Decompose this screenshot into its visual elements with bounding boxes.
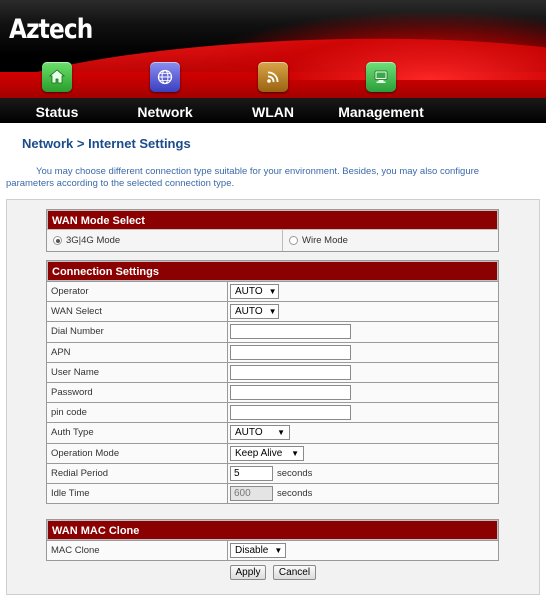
apn-label: APN <box>47 343 228 362</box>
row-wan-select <box>47 301 498 321</box>
pin-code-label: pin code <box>47 403 228 422</box>
page-description: You may choose different connection type suitable for your environment. Besides, you may also configure parameters according to the selected connection type. <box>6 166 480 189</box>
apply-button[interactable]: Apply <box>230 565 266 580</box>
operator-select[interactable] <box>230 284 279 299</box>
chevron-down-icon: ▼ <box>268 307 277 317</box>
auth-type-value: AUTO <box>235 427 263 439</box>
user-name-input[interactable] <box>230 365 351 380</box>
nav-wlan[interactable] <box>218 62 328 120</box>
aztech-logo: Aztech <box>9 14 93 45</box>
nav-label-status: Status <box>35 104 79 120</box>
chevron-down-icon: ▼ <box>268 287 277 297</box>
wan-select-select[interactable] <box>230 304 279 319</box>
password-label: Password <box>47 383 228 402</box>
nav-label-management: Management <box>338 104 424 120</box>
nav-status[interactable] <box>2 62 112 120</box>
mac-clone-section <box>46 519 499 561</box>
row-password <box>47 382 498 402</box>
redial-period-unit: seconds <box>277 467 313 479</box>
row-user-name <box>47 362 498 382</box>
nav-network[interactable] <box>110 62 220 120</box>
auth-type-select[interactable] <box>230 425 290 440</box>
redial-period-input[interactable]: 5 <box>230 466 273 481</box>
radio-wire[interactable] <box>289 236 298 245</box>
row-idle-time <box>47 483 498 503</box>
row-auth-type <box>47 422 498 442</box>
row-redial-period <box>47 463 498 483</box>
idle-time-input: 600 <box>230 486 273 501</box>
mode-option-wire[interactable] <box>283 230 498 251</box>
row-apn <box>47 342 498 362</box>
row-pin-code <box>47 402 498 422</box>
wifi-icon <box>258 62 288 92</box>
mac-clone-value: Disable <box>235 545 269 557</box>
home-icon <box>42 62 72 92</box>
connection-section <box>46 260 499 504</box>
operation-mode-value: Keep Alive <box>235 447 283 459</box>
row-operation-mode <box>47 443 498 463</box>
dial-number-input[interactable] <box>230 324 351 339</box>
chevron-down-icon: ▼ <box>274 546 283 556</box>
operation-mode-label: Operation Mode <box>47 444 228 463</box>
chevron-down-icon: ▼ <box>291 448 299 458</box>
breadcrumb: Network > Internet Settings <box>22 136 191 151</box>
mac-clone-select[interactable] <box>230 543 286 558</box>
idle-time-unit: seconds <box>277 487 313 499</box>
redial-period-label: Redial Period <box>47 464 228 483</box>
header-banner <box>0 0 546 123</box>
nav-label-wlan: WLAN <box>252 104 294 120</box>
wan-mode-title: WAN Mode Select <box>47 210 498 230</box>
auth-type-label: Auth Type <box>47 423 228 442</box>
wan-select-value: AUTO <box>235 306 263 318</box>
mac-clone-label: MAC Clone <box>47 541 228 560</box>
nav-label-network: Network <box>137 104 193 120</box>
chevron-down-icon: ▼ <box>277 428 285 438</box>
radio-3g4g[interactable] <box>53 236 62 245</box>
cancel-button[interactable]: Cancel <box>273 565 316 580</box>
mode-label-wire: Wire Mode <box>302 235 348 246</box>
wan-select-label: WAN Select <box>47 302 228 321</box>
nav-management[interactable] <box>326 62 436 120</box>
globe-icon <box>150 62 180 92</box>
password-input[interactable] <box>230 385 351 400</box>
operation-mode-select[interactable] <box>230 446 304 461</box>
wan-mode-options <box>47 230 498 251</box>
apn-input[interactable] <box>230 345 351 360</box>
connection-title: Connection Settings <box>47 261 498 281</box>
user-name-label: User Name <box>47 363 228 382</box>
computer-icon <box>366 62 396 92</box>
row-operator <box>47 281 498 301</box>
operator-value: AUTO <box>235 286 263 298</box>
row-dial-number <box>47 321 498 341</box>
idle-time-label: Idle Time <box>47 484 228 503</box>
pin-code-input[interactable] <box>230 405 351 420</box>
wan-mode-section <box>46 209 499 252</box>
row-mac-clone <box>47 540 498 560</box>
mac-clone-title: WAN MAC Clone <box>47 520 498 540</box>
mode-option-3g4g[interactable] <box>47 230 283 251</box>
operator-label: Operator <box>47 282 228 301</box>
dial-number-label: Dial Number <box>47 322 228 341</box>
mode-label-3g4g: 3G|4G Mode <box>66 235 121 246</box>
